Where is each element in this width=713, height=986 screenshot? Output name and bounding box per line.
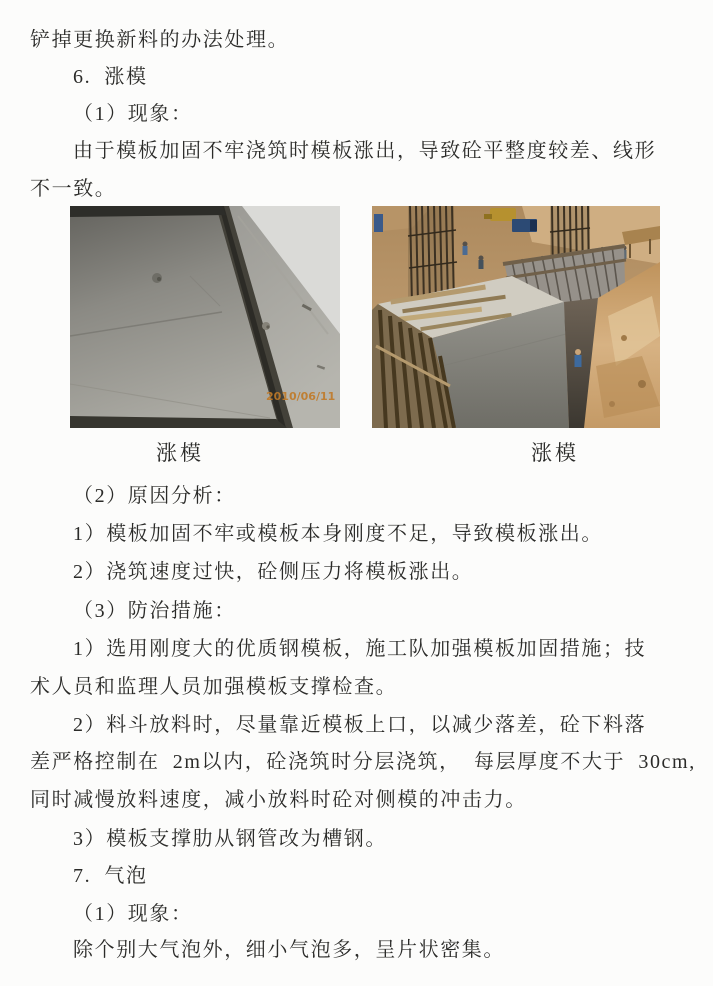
text-line: 3）模板支撑肋从钢管改为槽钢。	[73, 828, 387, 850]
text-line: 2）浇筑速度过快，砼侧压力将模板涨出。	[73, 561, 474, 583]
heading-section-7: 7. 气泡	[73, 865, 148, 887]
photo-timestamp: 2010/06/11	[266, 390, 336, 403]
text-line: 2）料斗放料时，尽量靠近模板上口，以减少落差，砼下料落	[73, 714, 647, 736]
text-line: （3）防治措施：	[73, 600, 236, 622]
text-line: 1）模板加固不牢或模板本身刚度不足，导致模板涨出。	[73, 523, 603, 545]
text-line: 1）选用刚度大的优质钢模板，施工队加强模板加固措施；技	[73, 638, 647, 660]
construction-site-illustration	[372, 206, 660, 428]
heading-section-6: 6. 涨模	[73, 66, 148, 88]
concrete-wall-illustration	[70, 206, 340, 428]
figure-caption-right: 涨模	[531, 441, 579, 465]
text-line: 术人员和监理人员加强模板支撑检查。	[30, 676, 398, 698]
text-line: （1）现象：	[73, 903, 193, 925]
text-line: 不一致。	[30, 178, 117, 200]
figure-photo-formwork-bulge-site	[372, 206, 660, 428]
text-line: （2）原因分析：	[73, 485, 236, 507]
text-line: 铲掉更换新料的办法处理。	[30, 29, 290, 51]
text-line: 由于模板加固不牢浇筑时模板涨出，导致砼平整度较差、线形	[73, 140, 657, 162]
figure-photo-formwork-bulge-wall	[70, 206, 340, 428]
text-line: 除个别大气泡外，细小气泡多，呈片状密集。	[73, 939, 505, 961]
figure-caption-left: 涨模	[156, 441, 204, 465]
text-line: 差严格控制在 2m以内，砼浇筑时分层浇筑， 每层厚度不大于 30cm,	[30, 751, 696, 773]
text-line: 同时减慢放料速度，减小放料时砼对侧模的冲击力。	[30, 789, 527, 811]
text-line: （1）现象：	[73, 103, 193, 125]
